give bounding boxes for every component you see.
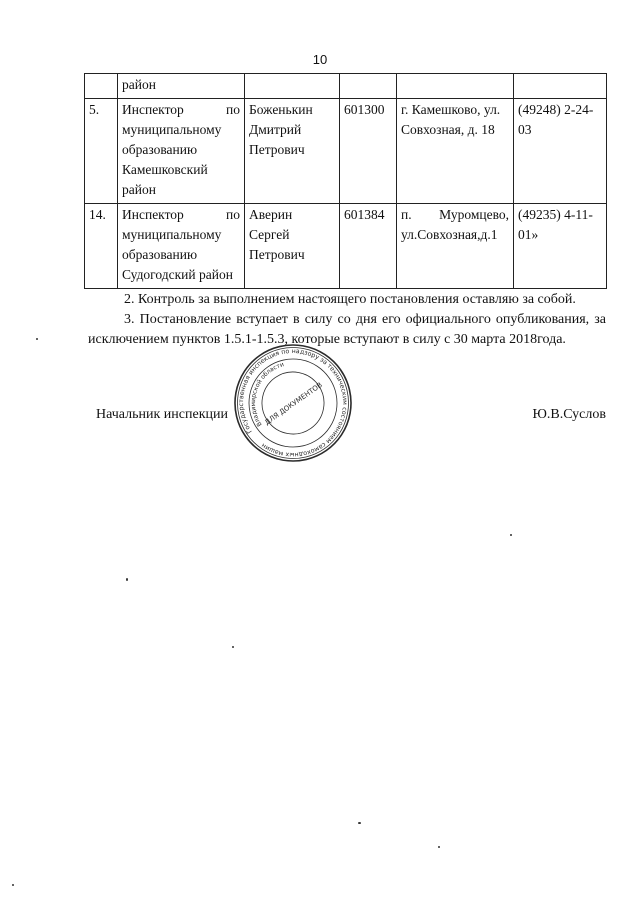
zip-cell: 601300 bbox=[340, 99, 397, 204]
row-number bbox=[85, 74, 118, 99]
seal-outer-text: Государственная инспекция по надзору за техническим состоянием самоходных машин bbox=[237, 347, 349, 459]
table-row bbox=[85, 74, 607, 99]
scan-speck bbox=[358, 822, 361, 824]
address-cell bbox=[397, 74, 514, 99]
signatory-title: Начальник инспекции bbox=[96, 407, 228, 422]
inspectors-table bbox=[84, 73, 607, 289]
seal-center-text: ДЛЯ ДОКУМЕНТОВ bbox=[263, 380, 324, 427]
zip-cell bbox=[340, 74, 397, 99]
seal-inner-text: Владимирской области bbox=[249, 361, 285, 428]
table-row bbox=[85, 99, 607, 204]
row-number: 14. bbox=[85, 204, 118, 289]
name-cell: Боженькин Дмитрий Петрович bbox=[245, 99, 340, 204]
paragraph-control: 2. Контроль за выполнением настоящего постановления оставляю за собой. bbox=[124, 292, 576, 307]
position-cell: Инспектор по муниципальному образованию Камешковский район bbox=[118, 99, 245, 204]
phone-cell: (49235) 4-11-01» bbox=[514, 204, 607, 289]
position-cell: Инспектор по муниципальному образованию Судогодский район bbox=[118, 204, 245, 289]
phone-cell bbox=[514, 74, 607, 99]
signatory-name: Ю.В.Суслов bbox=[532, 407, 606, 422]
scan-speck bbox=[12, 884, 14, 886]
scan-speck bbox=[510, 534, 512, 536]
name-cell bbox=[245, 74, 340, 99]
paragraph-effective-date: 3. Постановление вступает в силу со дня его официального опубликования, за исключением пунктов 1.5.1-1.5.3, которые вступают в силу с 30 марта 2018года. bbox=[88, 312, 606, 347]
scan-speck bbox=[36, 338, 38, 340]
table-row bbox=[85, 204, 607, 289]
name-cell: Аверин Сергей Петрович bbox=[245, 204, 340, 289]
zip-cell: 601384 bbox=[340, 204, 397, 289]
scan-speck bbox=[126, 578, 128, 581]
address-cell: г. Камешково, ул. Совхозная, д. 18 bbox=[397, 99, 514, 204]
phone-cell: (49248) 2-24-03 bbox=[514, 99, 607, 204]
page-number: 10 bbox=[312, 52, 328, 67]
official-seal-icon bbox=[232, 342, 354, 464]
closing-paragraphs bbox=[88, 290, 606, 350]
row-number: 5. bbox=[85, 99, 118, 204]
position-cell: район bbox=[118, 74, 245, 99]
scan-speck bbox=[232, 646, 234, 648]
scan-speck bbox=[438, 846, 440, 848]
address-cell: п. Муромцево, ул.Совхозная,д.1 bbox=[397, 204, 514, 289]
